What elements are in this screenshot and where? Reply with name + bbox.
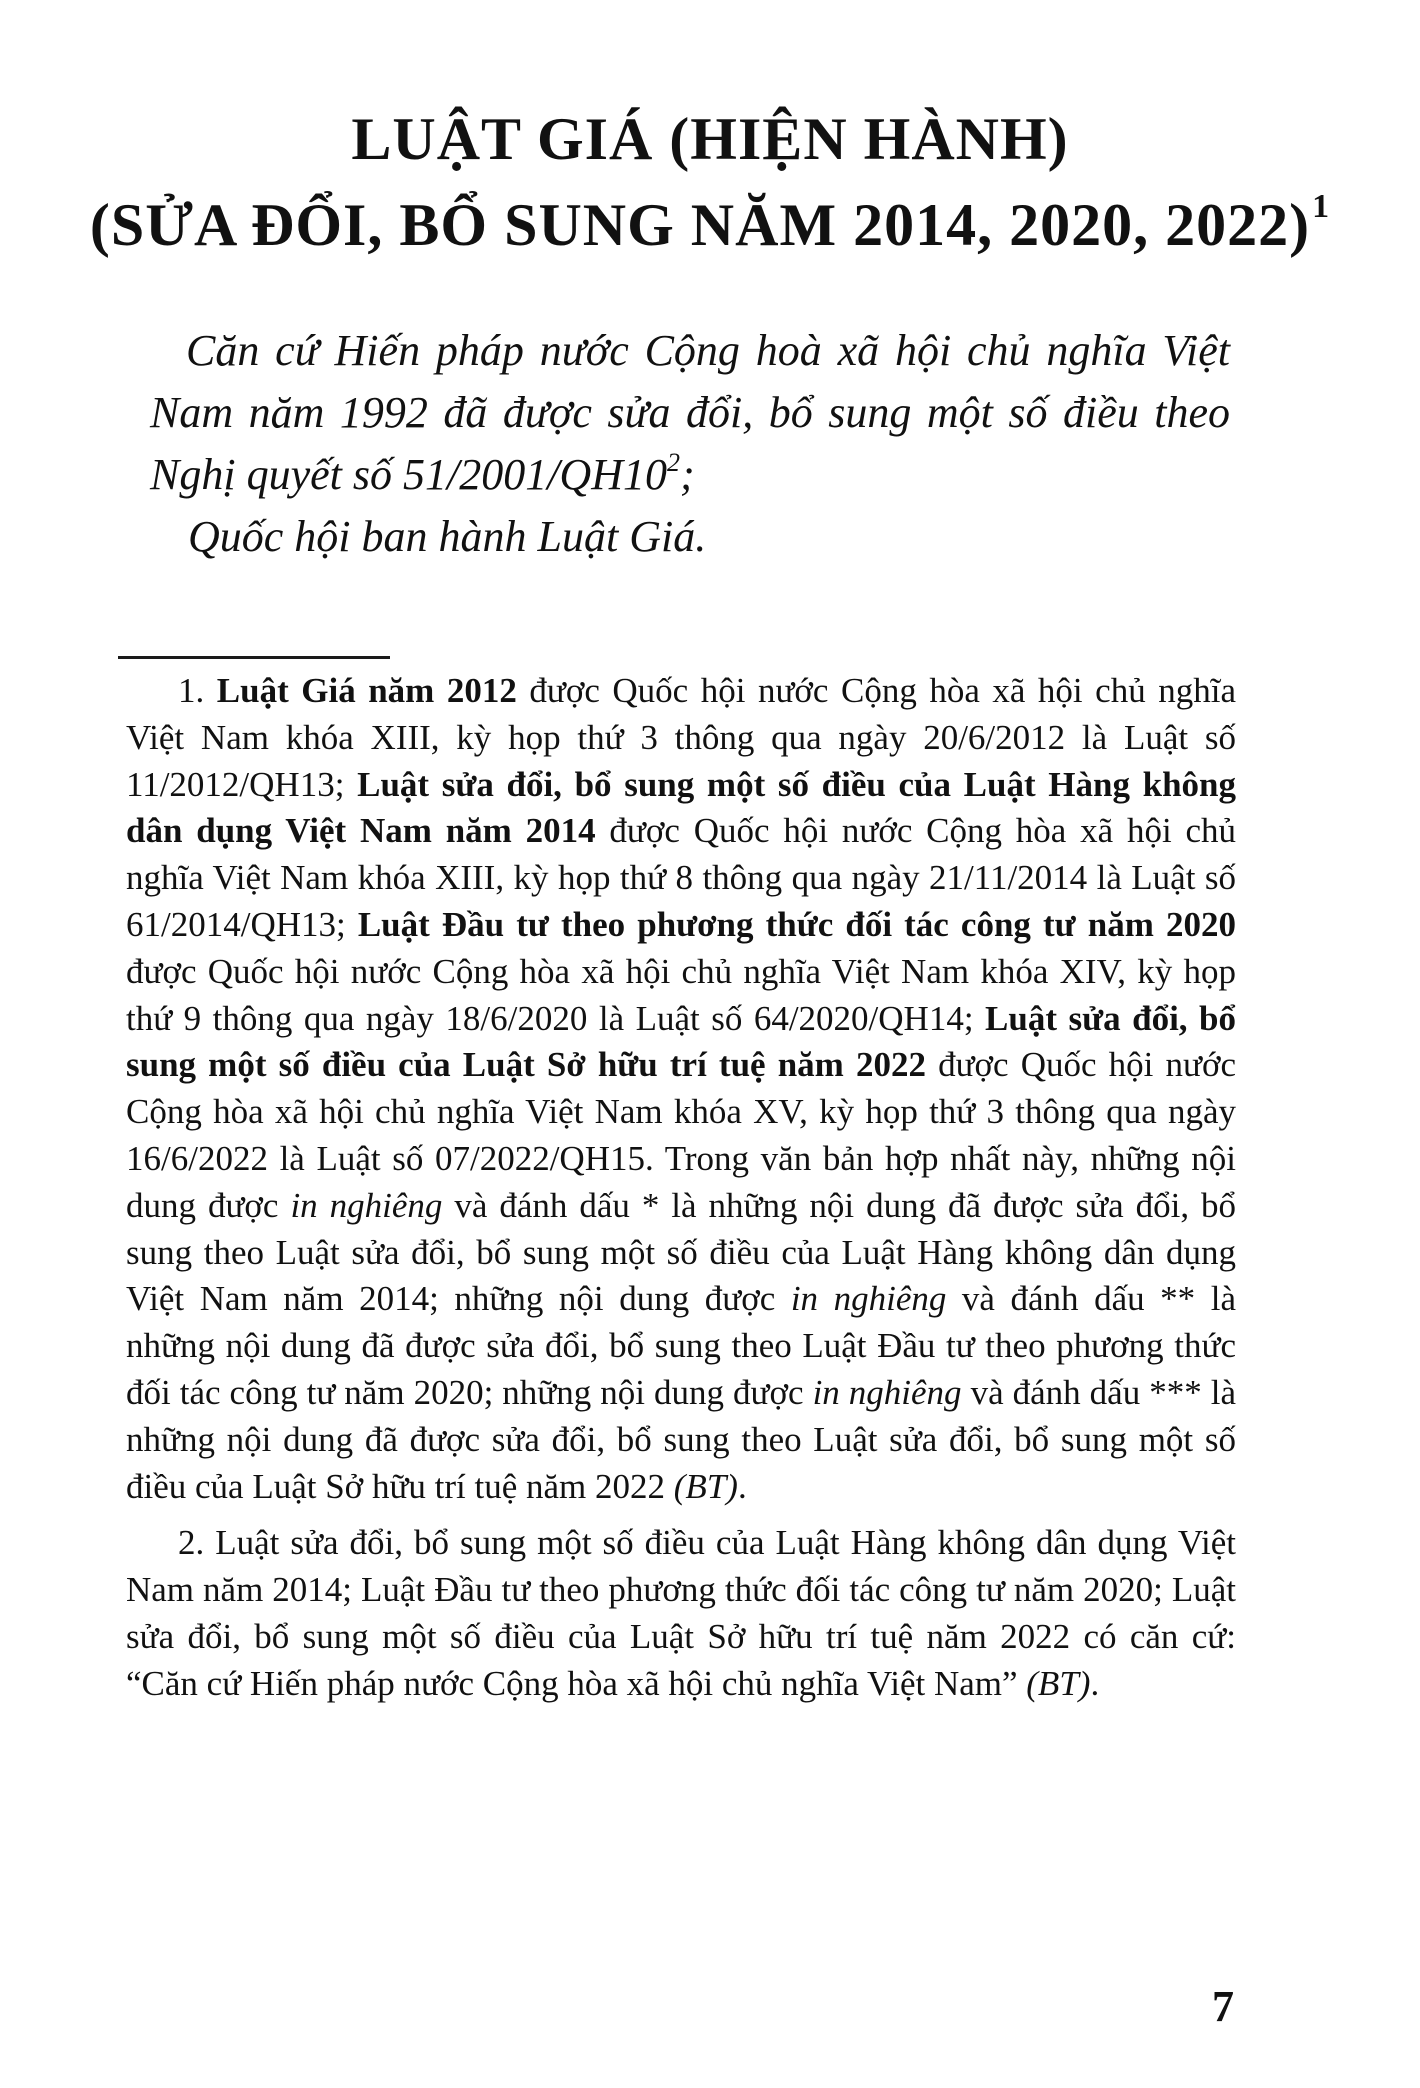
page-title: [0, 96, 1420, 268]
footnote-ref-1: 1: [1312, 188, 1331, 225]
footnote-1-text-2: được Quốc hội nước Cộng hòa xã hội chủ nghĩa Việt Nam khóa XIII, kỳ họp thứ 8 thông qua ngày 21/11/2014 là Luật số 61/2014/QH13;: [126, 811, 1237, 944]
title-line-2: [0, 182, 1420, 268]
footnote-1-text-6: và đánh dấu ** là những nội dung đã được sửa đổi, bổ sung theo Luật Đầu tư theo phương thức đối tác công tư năm 2020; những nội dung được: [126, 1279, 1236, 1412]
footnote-ref-2: 2: [666, 448, 680, 477]
title-line-1: LUẬT GIÁ (HIỆN HÀNH): [351, 106, 1069, 172]
footnote-1-text-5: và đánh dấu * là những nội dung đã được sửa đổi, bổ sung theo Luật sửa đổi, bổ sung một số điều của Luật Hàng không dân dụng Việt Nam năm 2014; những nội dung được: [126, 1185, 1237, 1319]
footnote-2: [126, 1520, 1236, 1707]
footnote-1-italic-2: in nghiêng: [790, 1279, 947, 1319]
footnote-separator: [118, 656, 390, 659]
footnote-1-text-1: được Quốc hội nước Cộng hòa xã hội chủ nghĩa Việt Nam khóa XIII, kỳ họp thứ 3 thông qua ngày 20/6/2012 là Luật số 11/2012/QH13;: [126, 671, 1236, 804]
title-line-2-text: (SỬA ĐỔI, BỔ SUNG NĂM 2014, 2020, 2022): [89, 192, 1311, 258]
footnote-2-bt: (BT): [1026, 1663, 1091, 1703]
preamble-p1-end: ;: [679, 450, 695, 499]
footnote-2-end: .: [1090, 1663, 1100, 1703]
footnote-1-italic-3: in nghiêng: [812, 1372, 962, 1412]
footnote-1-text-4: được Quốc hội nước Cộng hòa xã hội chủ nghĩa Việt Nam khóa XV, kỳ họp thứ 3 thông qua ngày 16/6/2022 là Luật số 07/2022/QH15. Trong văn bản hợp nhất này, những nội dung được: [126, 1045, 1237, 1225]
footnote-1-law-2014: Luật sửa đổi, bổ sung một số điều của Luật Hàng không dân dụng Việt Nam năm 2014: [126, 764, 1237, 851]
footnote-1-number: 1.: [178, 671, 217, 710]
footnote-1-end: .: [737, 1466, 747, 1506]
footnote-1-text-3: được Quốc hội nước Cộng hòa xã hội chủ nghĩa Việt Nam khóa XIV, kỳ họp thứ 9 thông qua ngày 18/6/2020 là Luật số 64/2020/QH14;: [126, 951, 1236, 1038]
footnote-1-bt: (BT): [673, 1466, 738, 1506]
footnote-1: [126, 668, 1236, 1510]
footnote-1-law-2012: Luật Giá năm 2012: [216, 671, 517, 710]
footnote-2-text: 2. Luật sửa đổi, bổ sung một số điều của Luật Hàng không dân dụng Việt Nam năm 2014; Luật Đầu tư theo phương thức đối tác công tư năm 2020; Luật sửa đổi, bổ sung một số điều của Luật Sở hữu trí tuệ năm 2022 có căn cứ: “Căn cứ Hiến pháp nước Cộng hòa xã hội chủ nghĩa Việt Nam”: [126, 1523, 1236, 1703]
footnote-1-text-7: và đánh dấu *** là những nội dung đã được sửa đổi, bổ sung theo Luật sửa đổi, bổ sung một số điều của Luật Sở hữu trí tuệ năm 2022: [126, 1372, 1236, 1506]
preamble-paragraph-1: [150, 320, 1230, 506]
footnote-1-law-2020: Luật Đầu tư theo phương thức đối tác công tư năm 2020: [357, 904, 1236, 944]
footnote-1-italic-1: in nghiêng: [290, 1185, 443, 1225]
preamble-p1-text: Căn cứ Hiến pháp nước Cộng hoà xã hội chủ nghĩa Việt Nam năm 1992 đã được sửa đổi, bổ sung một số điều theo Nghị quyết số 51/2001/QH10: [150, 326, 1230, 499]
page-number: 7: [1212, 1982, 1234, 2031]
footnotes: [126, 668, 1236, 1708]
footnote-1-law-2022: Luật sửa đổi, bổ sung một số điều của Luật Sở hữu trí tuệ năm 2022: [126, 998, 1236, 1085]
preamble-paragraph-2: Quốc hội ban hành Luật Giá.: [188, 512, 707, 561]
preamble: [150, 320, 1230, 568]
